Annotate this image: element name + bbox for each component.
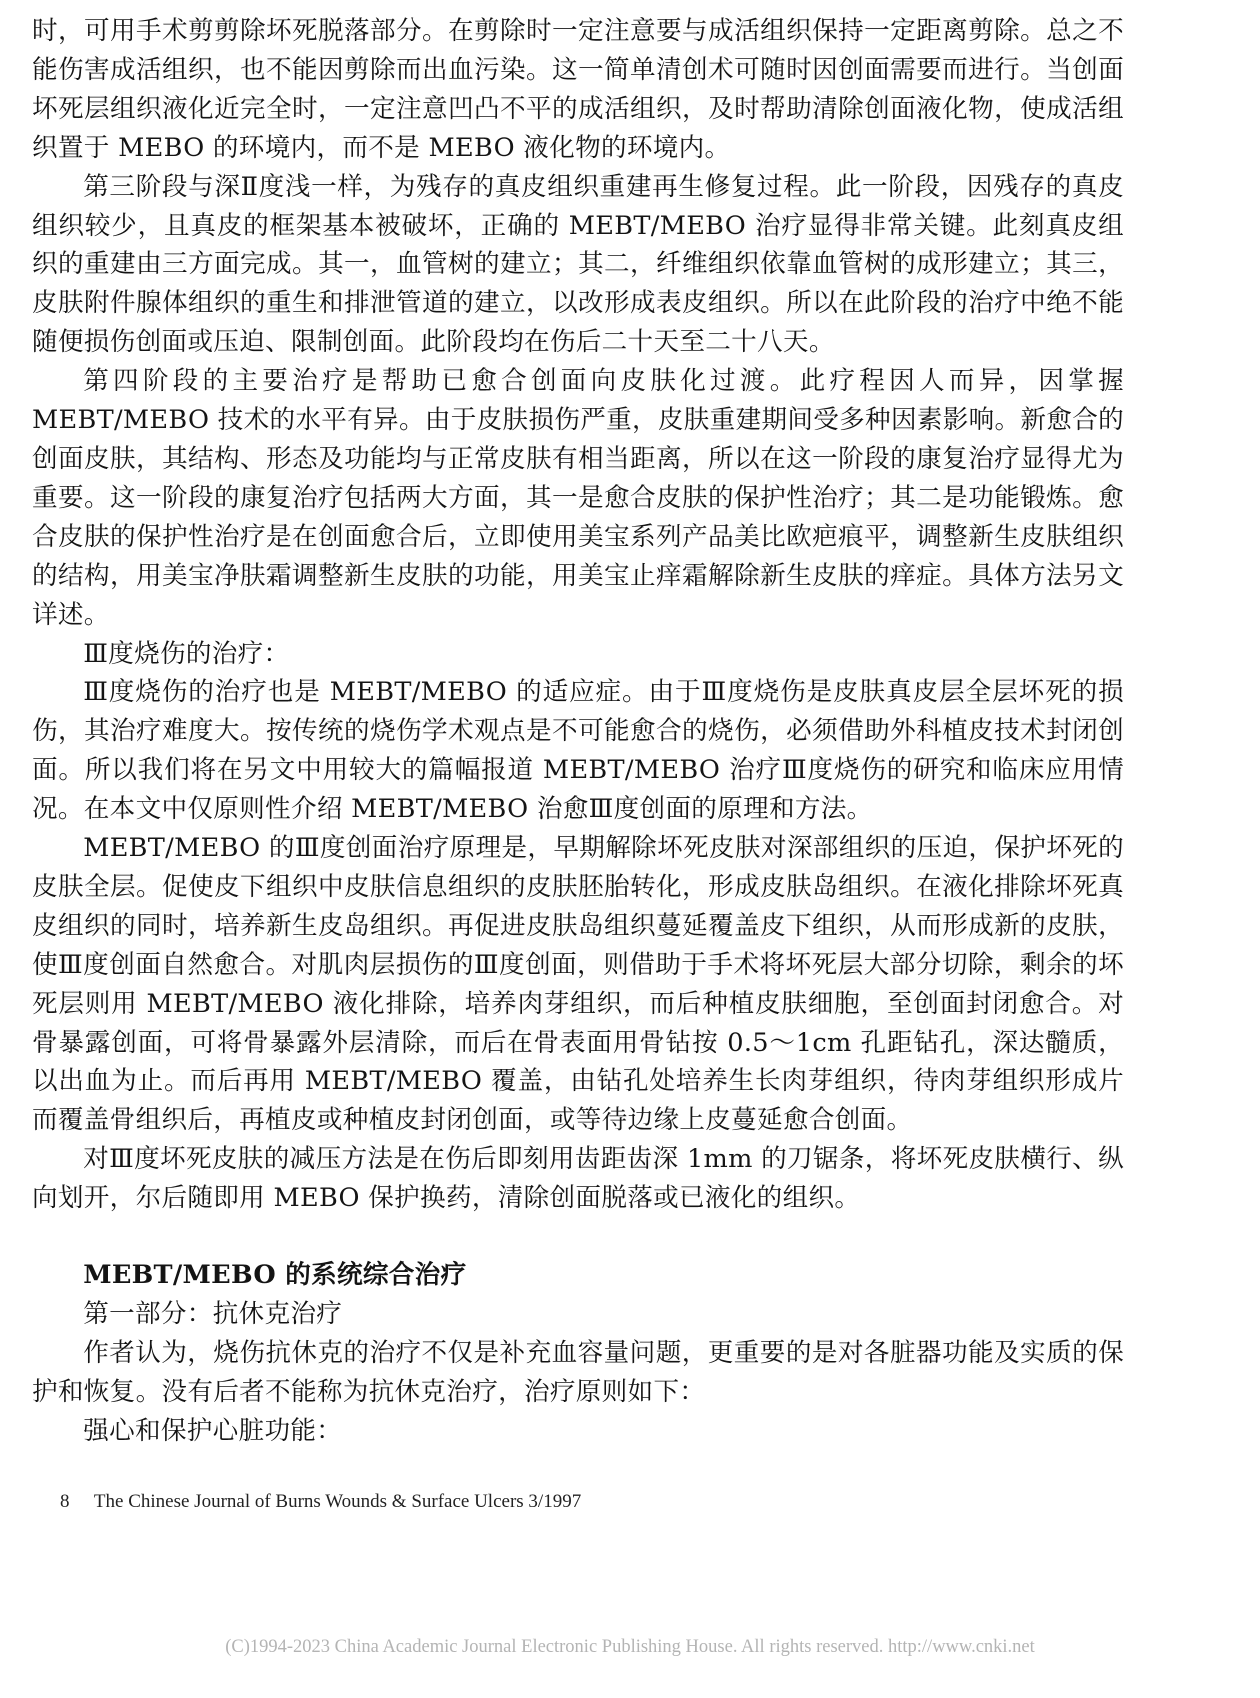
section-heading: MEBT/MEBO 的系统综合治疗 — [83, 1260, 467, 1291]
page-number: 8 — [60, 1491, 70, 1512]
page-footer — [60, 1491, 581, 1513]
subheading-heart-protection: 强心和保护心脏功能： — [83, 1415, 343, 1446]
paragraph-stage-four: 第四阶段的主要治疗是帮助已愈合创面向皮肤化过渡。此疗程因人而异，因掌握 MEBT/MEBO 技术的水平有异。由于皮肤损伤严重，皮肤重建期间受多种因素影响。新愈合的创面皮肤，其结构、形态及功能均与正常皮肤有相当距离，所以在这一阶段的康复治疗显得尤为重要。这一阶段的康复治疗包括两大方面，其一是愈合皮肤的保护性治疗；其二是功能锻炼。愈合皮肤的保护性治疗是在创面愈合后，立即使用美宝系列产品美比欧疤痕平，调整新生皮肤组织的结构，用美宝净肤霜调整新生皮肤的功能，用美宝止痒霜解除新生皮肤的痒症。具体方法另文详述。 — [32, 366, 1124, 630]
paragraph-third-degree-intro: Ⅲ度烧伤的治疗也是 MEBT/MEBO 的适应症。由于Ⅲ度烧伤是皮肤真皮层全层坏死的损伤，其治疗难度大。按传统的烧伤学术观点是不可能愈合的烧伤，必须借助外科植皮技术封闭创面。所以我们将在另文中用较大的篇幅报道 MEBT/MEBO 治疗Ⅲ度烧伤的研究和临床应用情况。在本文中仅原则性介绍 MEBT/MEBO 治愈Ⅲ度创面的原理和方法。 — [32, 677, 1124, 825]
paragraph-third-degree-principle: MEBT/MEBO 的Ⅲ度创面治疗原理是，早期解除坏死皮肤对深部组织的压迫，保护坏死的皮肤全层。促使皮下组织中皮肤信息组织的皮肤胚胎转化，形成皮肤岛组织。在液化排除坏死真皮组织的同时，培养新生皮岛组织。再促进皮肤岛组织蔓延覆盖皮下组织，从而形成新的皮肤，使Ⅲ度创面自然愈合。对肌肉层损伤的Ⅲ度创面，则借助于手术将坏死层大部分切除，剩余的坏死层则用 MEBT/MEBO 液化排除，培养肉芽组织，而后种植皮肤细胞，至创面封闭愈合。对骨暴露创面，可将骨暴露外层清除，而后在骨表面用骨钻按 0.5～1cm 孔距钻孔，深达髓质，以出血为止。而后再用 MEBT/MEBO 覆盖，由钻孔处培养生长肉芽组织，待肉芽组织形成片而覆盖骨组织后，再植皮或种植皮封闭创面，或等待边缘上皮蔓延愈合创面。 — [32, 833, 1124, 1136]
copyright-watermark: (C)1994-2023 China Academic Journal Electronic Publishing House. All rights reserved. http://www.cnki.net — [225, 1637, 1035, 1657]
section-part-title: 第一部分：抗休克治疗 — [83, 1299, 343, 1329]
paragraph-stage-three: 第三阶段与深Ⅱ度浅一样，为残存的真皮组织重建再生修复过程。此一阶段，因残存的真皮组织较少，且真皮的框架基本被破坏，正确的 MEBT/MEBO 治疗显得非常关键。此刻真皮组织的重建由三方面完成。其一，血管树的建立；其二，纤维组织依靠血管树的成形建立；其三，皮肤附件腺体组织的重生和排泄管道的建立，以改形成表皮组织。所以在此阶段的治疗中绝不能随便损伤创面或压迫、限制创面。此阶段均在伤后二十天至二十八天。 — [32, 171, 1124, 358]
paragraph-anti-shock: 作者认为，烧伤抗休克的治疗不仅是补充血容量问题，更重要的是对各脏器功能及实质的保护和恢复。没有后者不能称为抗休克治疗，治疗原则如下： — [32, 1337, 1124, 1407]
paragraph-decompression: 对Ⅲ度坏死皮肤的减压方法是在伤后即刻用齿距齿深 1mm 的刀锯条，将坏死皮肤横行、纵向划开，尔后随即用 MEBO 保护换药，清除创面脱落或已液化的组织。 — [32, 1144, 1124, 1214]
subheading-third-degree: Ⅲ度烧伤的治疗： — [83, 638, 290, 669]
article-body — [32, 12, 1124, 1451]
journal-name: The Chinese Journal of Burns Wounds & Surface Ulcers 3/1997 — [93, 1491, 582, 1512]
paragraph-continuation: 时，可用手术剪剪除坏死脱落部分。在剪除时一定注意要与成活组织保持一定距离剪除。总之不能伤害成活组织，也不能因剪除而出血污染。这一简单清创术可随时因创面需要而进行。当创面坏死层组织液化近完全时，一定注意凹凸不平的成活组织，及时帮助清除创面液化物，使成活组织置于 MEBO 的环境内，而不是 MEBO 液化物的环境内。 — [32, 16, 1124, 163]
